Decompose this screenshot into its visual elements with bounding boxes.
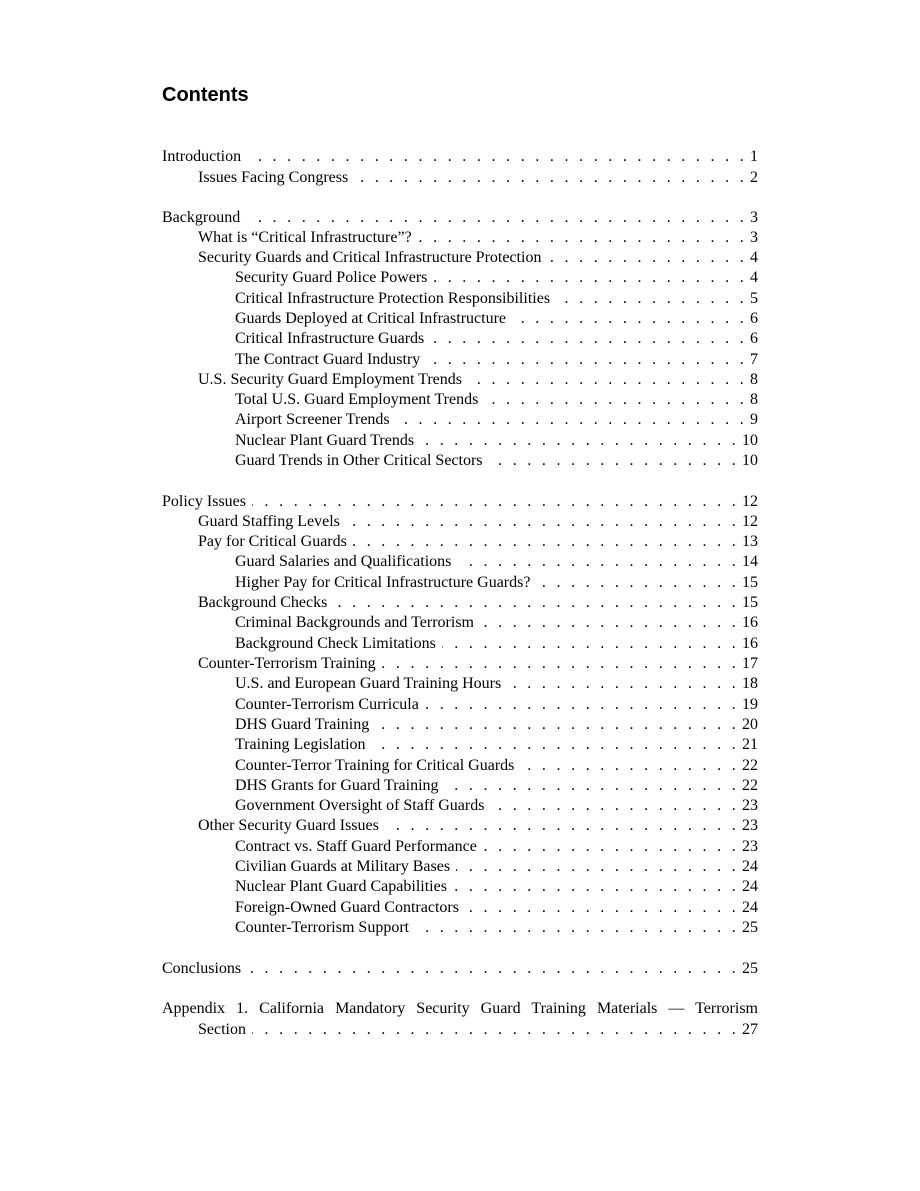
toc-page-number: 3: [750, 229, 758, 246]
toc-page-number: 7: [750, 351, 758, 368]
toc-page-number: 24: [742, 858, 758, 875]
dot-leader: [425, 695, 739, 715]
toc-entry-title: Airport Screener Trends: [235, 411, 390, 428]
toc-entry[interactable]: [198, 370, 758, 390]
toc-entry[interactable]: [235, 309, 758, 329]
toc-entry-title: Guard Trends in Other Critical Sectors: [235, 452, 483, 469]
toc-entry[interactable]: [235, 857, 758, 877]
dot-leader: [445, 776, 739, 796]
dot-leader: [247, 147, 747, 167]
toc-entry-title: DHS Guard Training: [235, 716, 370, 733]
toc-entry[interactable]: [235, 674, 758, 694]
toc-page-number: 25: [742, 919, 758, 936]
dot-leader: [453, 877, 739, 897]
toc-page-number: 14: [742, 553, 758, 570]
toc-entry[interactable]: [235, 350, 758, 370]
toc-entry-title: Higher Pay for Critical Infrastructure Guards?: [235, 574, 531, 591]
toc-page-number: 17: [742, 655, 758, 672]
dot-leader: [456, 857, 739, 877]
dot-leader: [465, 898, 739, 918]
toc-entry[interactable]: [198, 512, 758, 532]
toc-page-number: 6: [750, 310, 758, 327]
toc-entry[interactable]: [198, 593, 758, 613]
dot-leader: [382, 654, 739, 674]
toc-entry-title: Guards Deployed at Critical Infrastructure: [235, 310, 507, 327]
toc-page-number: 19: [742, 696, 758, 713]
toc-entry[interactable]: [198, 1020, 758, 1040]
dot-leader: [426, 350, 747, 370]
toc-entry-title: Government Oversight of Staff Guards: [235, 797, 485, 814]
dot-leader: [507, 674, 739, 694]
dot-leader: [252, 1020, 739, 1040]
dot-leader: [512, 309, 747, 329]
toc-entry-title: Counter-Terrorism Curricula: [235, 696, 419, 713]
toc-page-number: 3: [750, 209, 758, 226]
toc-page-number: 15: [742, 594, 758, 611]
dot-leader: [430, 329, 747, 349]
toc-page-number: 23: [742, 838, 758, 855]
dot-leader: [415, 918, 739, 938]
toc-entry-title: Guard Staffing Levels: [198, 513, 340, 530]
toc-entry-title: Total U.S. Guard Employment Trends: [235, 391, 479, 408]
toc-entry-title: Pay for Critical Guards: [198, 533, 347, 550]
toc-page-number: 23: [742, 797, 758, 814]
toc-entry-title: Criminal Backgrounds and Terrorism: [235, 614, 474, 631]
dot-leader: [252, 492, 739, 512]
toc-entry-title: Counter-Terrorism Training: [198, 655, 376, 672]
toc-entry-title: Counter-Terror Training for Critical Guards: [235, 757, 515, 774]
toc-entry-title: Background Check Limitations: [235, 635, 436, 652]
dot-leader: [442, 634, 739, 654]
toc-entry[interactable]: [162, 208, 758, 228]
toc-entry[interactable]: [235, 329, 758, 349]
toc-page-number: 9: [750, 411, 758, 428]
dot-leader: [490, 796, 739, 816]
dot-leader: [385, 816, 739, 836]
dot-leader: [480, 613, 739, 633]
toc-entry[interactable]: [235, 613, 758, 633]
toc-entry[interactable]: [162, 959, 758, 979]
toc-entry[interactable]: [235, 796, 758, 816]
toc-page-number: 12: [742, 493, 758, 510]
toc-entry-title: Security Guard Police Powers: [235, 269, 428, 286]
toc-entry[interactable]: [235, 268, 758, 288]
toc-page-number: 10: [742, 452, 758, 469]
dot-leader: [333, 593, 739, 613]
toc-entry-title: What is “Critical Infrastructure”?: [198, 229, 412, 246]
dot-leader: [396, 410, 747, 430]
toc-entry[interactable]: [235, 715, 758, 735]
toc-page-number: 5: [750, 290, 758, 307]
toc-page-number: 1: [750, 148, 758, 165]
toc-entry-title: Critical Infrastructure Protection Responsibilities: [235, 290, 551, 307]
toc-entry-title: Nuclear Plant Guard Trends: [235, 432, 415, 449]
toc-entry-title: Issues Facing Congress: [198, 169, 349, 186]
toc-entry-title: Conclusions: [162, 960, 242, 977]
toc-entry[interactable]: [235, 573, 758, 593]
toc-page-number: 4: [750, 249, 758, 266]
toc-entry[interactable]: [235, 756, 758, 776]
toc-page-number: 22: [742, 757, 758, 774]
toc-entry[interactable]: [235, 877, 758, 897]
toc-page-number: 4: [750, 269, 758, 286]
dot-leader: [484, 390, 747, 410]
toc-page-number: 16: [742, 635, 758, 652]
contents-heading: Contents: [162, 84, 249, 106]
toc-page-number: 27: [742, 1021, 758, 1038]
toc-entry[interactable]: [235, 735, 758, 755]
toc-entry-title: DHS Grants for Guard Training: [235, 777, 439, 794]
toc-entry[interactable]: [162, 147, 758, 167]
toc-entry-title: Background: [162, 209, 241, 226]
dot-leader: [346, 512, 739, 532]
dot-leader: [354, 168, 747, 188]
toc-entry[interactable]: [235, 552, 758, 572]
dot-leader: [520, 756, 739, 776]
toc-entry[interactable]: [235, 898, 758, 918]
toc-page-number: 10: [742, 432, 758, 449]
dot-leader: [372, 735, 739, 755]
toc-entry-title: U.S. and European Guard Training Hours: [235, 675, 502, 692]
toc-entry[interactable]: [235, 431, 758, 451]
toc-entry[interactable]: [162, 492, 758, 512]
toc-page-number: 24: [742, 899, 758, 916]
toc-entry-title: Civilian Guards at Military Bases: [235, 858, 451, 875]
toc-entry[interactable]: [235, 451, 758, 471]
dot-leader: [375, 715, 739, 735]
dot-leader: [547, 248, 747, 268]
toc-page-number: 6: [750, 330, 758, 347]
toc-entry[interactable]: [198, 248, 758, 268]
toc-entry-title: U.S. Security Guard Employment Trends: [198, 371, 462, 388]
toc-page-number: 25: [742, 960, 758, 977]
toc-page-number: 13: [742, 533, 758, 550]
toc-entry[interactable]: [235, 776, 758, 796]
toc-entry[interactable]: [235, 634, 758, 654]
toc-page-number: 23: [742, 817, 758, 834]
toc-entry[interactable]: [235, 289, 758, 309]
toc-entry-title: Other Security Guard Issues: [198, 817, 379, 834]
dot-leader: [247, 959, 739, 979]
toc-entry[interactable]: [198, 532, 758, 552]
toc-entry[interactable]: [198, 654, 758, 674]
toc-page-number: 15: [742, 574, 758, 591]
toc-page-number: 21: [742, 736, 758, 753]
appendix-title-line[interactable]: Appendix 1. California Mandatory Security Guard Training Materials — Terrorism: [162, 1000, 758, 1017]
toc-entry-title: Policy Issues: [162, 493, 246, 510]
dot-leader: [457, 552, 739, 572]
toc-entry-title: Introduction: [162, 148, 242, 165]
dot-leader: [483, 837, 739, 857]
toc-page-number: 24: [742, 878, 758, 895]
toc-entry[interactable]: [235, 918, 758, 938]
toc-entry-title: Training Legislation: [235, 736, 366, 753]
dot-leader: [468, 370, 747, 390]
toc-entry[interactable]: [235, 695, 758, 715]
toc-entry-title: Counter-Terrorism Support: [235, 919, 410, 936]
toc-entry-title: Section: [198, 1021, 246, 1038]
dot-leader: [353, 532, 739, 552]
toc-page-number: 18: [742, 675, 758, 692]
toc-entry[interactable]: [235, 837, 758, 857]
toc-entry-title: Foreign-Owned Guard Contractors: [235, 899, 459, 916]
dot-leader: [433, 268, 747, 288]
toc-entry-title: Contract vs. Staff Guard Performance: [235, 838, 477, 855]
dot-leader: [246, 208, 747, 228]
toc-entry[interactable]: [198, 168, 758, 188]
toc-page-number: 8: [750, 371, 758, 388]
toc-entry-title: The Contract Guard Industry: [235, 351, 421, 368]
toc-page-number: 8: [750, 391, 758, 408]
toc-page-number: 2: [750, 169, 758, 186]
toc-page-number: 16: [742, 614, 758, 631]
dot-leader: [418, 228, 747, 248]
dot-leader: [420, 431, 739, 451]
dot-leader: [536, 573, 739, 593]
toc-entry-title: Background Checks: [198, 594, 328, 611]
dot-leader: [556, 289, 747, 309]
toc-entry[interactable]: [198, 228, 758, 248]
toc-entry[interactable]: [235, 390, 758, 410]
toc-entry-title: Security Guards and Critical Infrastructure Protection: [198, 249, 542, 266]
toc-entry-title: Nuclear Plant Guard Capabilities: [235, 878, 447, 895]
dot-leader: [489, 451, 739, 471]
toc-entry[interactable]: [235, 410, 758, 430]
toc-entry[interactable]: [198, 816, 758, 836]
toc-page-number: 20: [742, 716, 758, 733]
toc-page-number: 12: [742, 513, 758, 530]
toc-entry-title: Critical Infrastructure Guards: [235, 330, 425, 347]
toc-entry-title: Guard Salaries and Qualifications: [235, 553, 452, 570]
toc-page-number: 22: [742, 777, 758, 794]
